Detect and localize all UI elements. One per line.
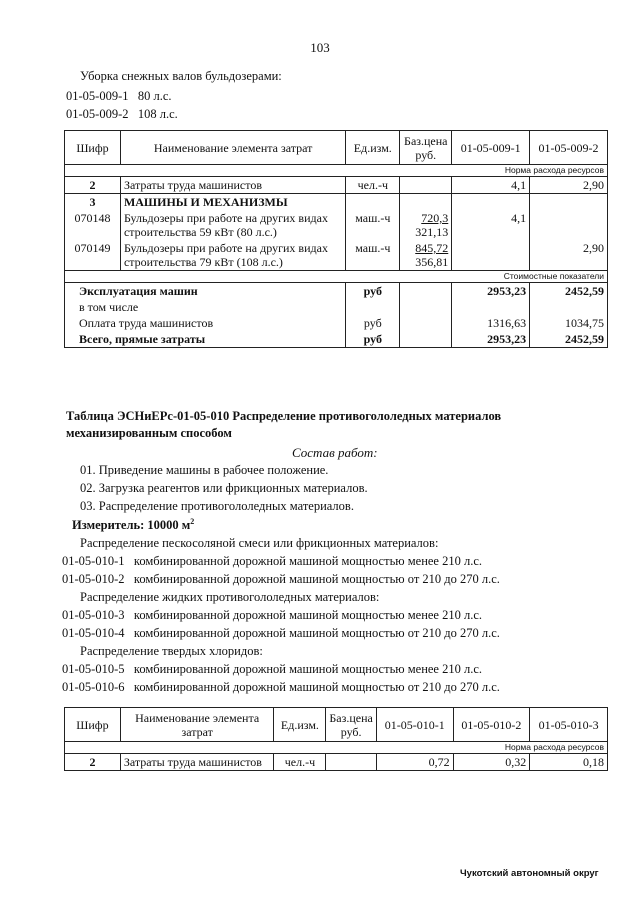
cost-name: Всего, прямые затраты — [65, 331, 346, 348]
row-price — [326, 754, 376, 771]
table-header-row — [65, 708, 608, 742]
row-name: Затраты труда машинистов — [120, 177, 345, 194]
cost-row — [65, 331, 608, 348]
row-price — [400, 210, 452, 240]
row-code: 2 — [65, 754, 121, 771]
group-1-item-2 — [62, 572, 500, 587]
cost-value-2: 2452,59 — [530, 331, 608, 348]
item-code: 01-05-010-4 — [62, 626, 125, 640]
cost-unit: руб — [346, 315, 400, 331]
group-3-item-1 — [62, 662, 482, 677]
header-col3: 01-05-010-3 — [530, 708, 608, 742]
group-2-item-2 — [62, 626, 500, 641]
cost-name: Эксплуатация машин — [65, 283, 346, 300]
section1-item-1 — [66, 89, 172, 104]
step-2: 02. Загрузка реагентов или фрикционных материалов. — [80, 481, 368, 495]
cost-value-2: 2452,59 — [530, 283, 608, 300]
row-value-1 — [452, 194, 530, 211]
row-value-1: 0,72 — [376, 754, 453, 771]
cost-label: Стоимостные показатели — [65, 271, 608, 283]
item-text: комбинированной дорожной машиной мощностью менее 210 л.с. — [133, 554, 483, 568]
row-code: 070148 — [65, 210, 121, 240]
row-value-2: 0,32 — [453, 754, 530, 771]
header-col2: 01-05-010-2 — [453, 708, 530, 742]
cost-price — [400, 299, 452, 315]
row-value-1: 4,1 — [452, 210, 530, 240]
item-code: 01-05-010-3 — [62, 608, 125, 622]
item-code: 01-05-010-5 — [62, 662, 125, 676]
row-price — [400, 240, 452, 271]
sub-header-row — [65, 271, 608, 283]
cost-price — [400, 283, 452, 300]
item-text: комбинированной дорожной машиной мощностью от 210 до 270 л.с. — [133, 572, 500, 586]
measure-sup: 2 — [190, 517, 195, 526]
row-value-1: 4,1 — [452, 177, 530, 194]
table-row — [65, 210, 608, 240]
row-price-2: 356,81 — [415, 255, 449, 269]
row-name: МАШИНЫ И МЕХАНИЗМЫ — [120, 194, 345, 211]
table-row — [65, 754, 608, 771]
section1-item-2 — [66, 107, 178, 122]
section1-heading: Уборка снежных валов бульдозерами: — [80, 69, 282, 83]
row-price-1: 845,72 — [415, 241, 449, 255]
measure — [72, 517, 194, 533]
norm-label: Норма расхода ресурсов — [65, 165, 608, 177]
row-unit: маш.-ч — [346, 240, 400, 271]
row-price — [400, 194, 452, 211]
cost-row — [65, 315, 608, 331]
table-2 — [64, 707, 608, 771]
page-number: 103 — [310, 40, 330, 55]
row-value-2 — [530, 210, 608, 240]
item-text: 108 л.с. — [137, 107, 178, 121]
item-text: комбинированной дорожной машиной мощностью от 210 до 270 л.с. — [133, 680, 500, 694]
row-unit: чел.-ч — [346, 177, 400, 194]
header-unit: Ед.изм. — [274, 708, 326, 742]
cost-value-2: 1034,75 — [530, 315, 608, 331]
item-code: 01-05-009-1 — [66, 89, 129, 103]
composition-title: Состав работ: — [292, 445, 378, 460]
row-price — [400, 177, 452, 194]
cost-price — [400, 315, 452, 331]
header-name: Наименование элемента затрат — [120, 131, 345, 165]
row-unit — [346, 194, 400, 211]
group-1-heading: Распределение пескосоляной смеси или фрикционных материалов: — [80, 536, 439, 550]
cost-name: Оплата труда машинистов — [65, 315, 346, 331]
cost-unit — [346, 299, 400, 315]
item-code: 01-05-010-6 — [62, 680, 125, 694]
cost-row — [65, 283, 608, 300]
header-name: Наименование элемента затрат — [120, 708, 274, 742]
row-code: 2 — [65, 177, 121, 194]
item-text: 80 л.с. — [137, 89, 172, 103]
header-col1: 01-05-010-1 — [376, 708, 453, 742]
row-price-2: 321,13 — [415, 225, 449, 239]
header-unit: Ед.изм. — [346, 131, 400, 165]
footer-region: Чукотский автономный округ — [460, 868, 599, 879]
header-col1: 01-05-009-1 — [452, 131, 530, 165]
step-1: 01. Приведение машины в рабочее положение. — [80, 463, 329, 477]
row-value-2: 2,90 — [530, 177, 608, 194]
row-name: Бульдозеры при работе на других видах строительства 59 кВт (80 л.с.) — [120, 210, 345, 240]
header-code: Шифр — [65, 131, 121, 165]
table-row — [65, 194, 608, 211]
sub-header-row — [65, 165, 608, 177]
step-3: 03. Распределение противогололедных материалов. — [80, 499, 354, 513]
cost-value-2 — [530, 299, 608, 315]
table-title-line-2: механизированным способом — [66, 426, 232, 440]
table-header-row — [65, 131, 608, 165]
row-unit: чел.-ч — [274, 754, 326, 771]
cost-value-1 — [452, 299, 530, 315]
cost-value-1: 1316,63 — [452, 315, 530, 331]
row-value-2: 2,90 — [530, 240, 608, 271]
item-code: 01-05-010-1 — [62, 554, 125, 568]
group-3-heading: Распределение твердых хлоридов: — [80, 644, 263, 658]
table-row — [65, 177, 608, 194]
cost-unit: руб — [346, 283, 400, 300]
table-title-line-1: Таблица ЭСНиЕРс-01-05-010 Распределение противогололедных материалов — [66, 409, 502, 423]
group-1-item-1 — [62, 554, 482, 569]
item-code: 01-05-009-2 — [66, 107, 129, 121]
norm-label: Норма расхода ресурсов — [65, 742, 608, 754]
header-price: Баз.цена руб. — [326, 708, 376, 742]
row-code: 070149 — [65, 240, 121, 271]
item-code: 01-05-010-2 — [62, 572, 125, 586]
row-name: Затраты труда машинистов — [120, 754, 274, 771]
row-value-2 — [530, 194, 608, 211]
row-value-3: 0,18 — [530, 754, 608, 771]
cost-value-1: 2953,23 — [452, 331, 530, 348]
cost-value-1: 2953,23 — [452, 283, 530, 300]
item-text: комбинированной дорожной машиной мощностью менее 210 л.с. — [133, 662, 483, 676]
table-1 — [64, 130, 608, 348]
header-col2: 01-05-009-2 — [530, 131, 608, 165]
header-code: Шифр — [65, 708, 121, 742]
item-text: комбинированной дорожной машиной мощностью менее 210 л.с. — [133, 608, 483, 622]
row-name: Бульдозеры при работе на других видах строительства 79 кВт (108 л.с.) — [120, 240, 345, 271]
item-text: комбинированной дорожной машиной мощностью от 210 до 270 л.с. — [133, 626, 500, 640]
row-value-1 — [452, 240, 530, 271]
cost-unit: руб — [346, 331, 400, 348]
header-price: Баз.цена руб. — [400, 131, 452, 165]
sub-header-row — [65, 742, 608, 754]
group-2-item-1 — [62, 608, 482, 623]
cost-row — [65, 299, 608, 315]
row-unit: маш.-ч — [346, 210, 400, 240]
group-3-item-2 — [62, 680, 500, 695]
measure-text: Измеритель: 10000 м — [72, 518, 191, 533]
group-2-heading: Распределение жидких противогололедных материалов: — [80, 590, 380, 604]
row-price-1: 720,3 — [421, 211, 449, 225]
table-row — [65, 240, 608, 271]
row-code: 3 — [65, 194, 121, 211]
cost-name: в том числе — [65, 299, 346, 315]
cost-price — [400, 331, 452, 348]
